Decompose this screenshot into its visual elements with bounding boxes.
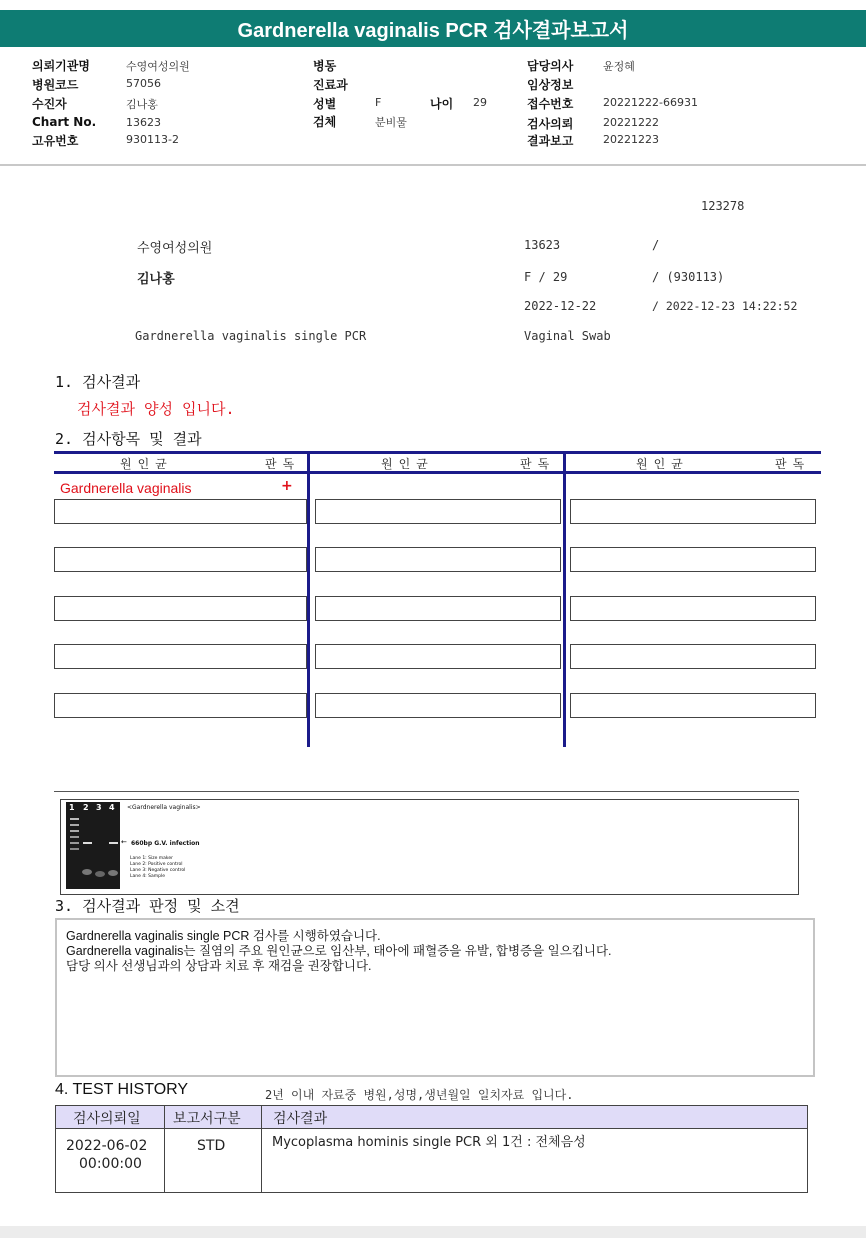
dept-label: 진료과 — [313, 78, 348, 92]
chart-value: 13623 — [126, 116, 161, 129]
gel-legend-4: Lane 4: Sample — [130, 874, 165, 879]
result-cell — [570, 644, 816, 669]
gel-legend-2: Lane 2: Positive control — [130, 862, 183, 867]
report-title: Gardnerella vaginalis PCR 검사결과보고서 — [0, 10, 866, 47]
grid-col-divider-1 — [307, 451, 310, 747]
page-footer — [0, 1226, 866, 1238]
result-cell — [54, 547, 307, 572]
summary-sex-age: F / 29 — [524, 270, 568, 284]
summary-chart: 13623 — [524, 238, 561, 252]
age-value: 29 — [473, 96, 487, 109]
result-cell — [54, 644, 307, 669]
result-cell — [570, 499, 816, 524]
section1-result: 검사결과 양성 입니다. — [77, 400, 235, 418]
summary-date1: 2022-12-22 — [524, 299, 597, 313]
gel-legend-1: Lane 1: Size maker — [130, 856, 173, 861]
section3-heading: 3. 검사결과 판정 및 소견 — [55, 897, 240, 915]
gel-lane-1: 1 — [69, 803, 75, 812]
request-label: 검사의뢰 — [527, 117, 574, 131]
gel-lane-3: 3 — [96, 803, 102, 812]
summary-hospital: 수영여성의원 — [137, 241, 213, 256]
clinical-label: 임상정보 — [527, 78, 574, 92]
result-cell — [315, 693, 561, 718]
chart-label: Chart No. — [32, 115, 97, 129]
result-cell — [315, 644, 561, 669]
col-judge-3: 판독 — [775, 457, 811, 471]
summary-test-name: Gardnerella vaginalis single PCR — [135, 329, 367, 343]
gel-band-label: 660bp G.V. infection — [131, 840, 200, 847]
remark-line: Gardnerella vaginalis는 질염의 주요 원인균으로 임산부, 태아에 패혈증을 유발, 합병증을 일으킵니다. — [66, 944, 612, 958]
remark-line: 담당 의사 선생님과의 상담과 치료 후 재검을 권장합니다. — [66, 959, 372, 973]
specimen-value: 분비물 — [375, 116, 407, 129]
gel-image — [66, 802, 120, 889]
col-judge-1: 판독 — [265, 457, 301, 471]
code-value: 57056 — [126, 77, 161, 90]
remark-line: Gardnerella vaginalis single PCR 검사를 시행하였습니다. — [66, 929, 381, 943]
result-cell — [315, 499, 561, 524]
col-pathogen-1: 원인균 — [120, 457, 173, 471]
report-header — [0, 50, 866, 165]
result-cell — [54, 596, 307, 621]
doctor-label: 담당의사 — [527, 59, 574, 73]
col-judge-2: 판독 — [520, 457, 556, 471]
gel-legend-3: Lane 3: Negative control — [130, 868, 186, 873]
patient-value: 김나홍 — [126, 98, 158, 111]
result-cell — [315, 547, 561, 572]
history-note: 2년 이내 자료중 병원,성명,생년월일 일치자료 입니다. — [265, 1088, 574, 1102]
report-number: 123278 — [701, 199, 745, 213]
result-cell — [570, 596, 816, 621]
gel-figure — [60, 799, 799, 895]
result-cell — [54, 499, 307, 524]
header-divider — [0, 164, 866, 166]
patient-label: 수진자 — [32, 97, 67, 111]
gel-lane-4: 4 — [109, 803, 115, 812]
inst-label: 의뢰기관명 — [32, 59, 90, 73]
code-label: 병원코드 — [32, 78, 79, 92]
section1-heading: 1. 검사결과 — [55, 373, 141, 391]
history-result: Mycoplasma hominis single PCR 외 1건 : 전체음성 — [272, 1135, 586, 1150]
history-header-result: 검사결과 — [273, 1111, 328, 1127]
uid-label: 고유번호 — [32, 134, 79, 148]
receipt-value: 20221222-66931 — [603, 96, 698, 109]
history-header-date: 검사의뢰일 — [73, 1111, 141, 1127]
result-cell — [570, 547, 816, 572]
gel-lane-2: 2 — [83, 803, 89, 812]
sex-value: F — [375, 96, 382, 109]
col-pathogen-2: 원인균 — [381, 457, 434, 471]
inst-value: 수영여성의원 — [126, 60, 190, 73]
gel-bands — [66, 802, 120, 889]
remarks-box — [55, 918, 815, 1077]
age-label: 나이 — [430, 97, 454, 111]
history-date: 2022-06-02 — [66, 1138, 148, 1154]
gel-arrow-icon: ← — [121, 838, 127, 846]
history-type: STD — [197, 1138, 226, 1154]
report-value: 20221223 — [603, 133, 659, 146]
history-col-divider — [164, 1106, 165, 1192]
report-label: 결과보고 — [527, 134, 574, 148]
specimen-label: 검체 — [313, 115, 337, 129]
sex-label: 성별 — [313, 97, 337, 111]
result-cell — [54, 693, 307, 718]
history-header-row — [56, 1106, 807, 1129]
summary-date2: / 2022-12-23 14:22:52 — [652, 299, 798, 313]
section2-heading: 2. 검사항목 및 결과 — [55, 430, 202, 448]
col-pathogen-3: 원인균 — [636, 457, 689, 471]
gel-title: <Gardnerella vaginalis> — [127, 804, 201, 811]
history-header-type: 보고서구분 — [173, 1111, 241, 1127]
result-judge: + — [281, 478, 293, 494]
result-pathogen: Gardnerella vaginalis — [60, 480, 192, 496]
history-table — [55, 1105, 808, 1193]
ward-label: 병동 — [313, 59, 337, 73]
result-cell — [570, 693, 816, 718]
history-time: 00:00:00 — [79, 1156, 142, 1172]
result-cell — [315, 596, 561, 621]
summary-name: 김나홍 — [137, 272, 175, 287]
receipt-label: 접수번호 — [527, 97, 574, 111]
grid-col-divider-2 — [563, 451, 566, 747]
summary-birth: / (930113) — [652, 270, 725, 284]
uid-value: 930113-2 — [126, 133, 179, 146]
summary-sep: / — [652, 238, 660, 252]
request-value: 20221222 — [603, 116, 659, 129]
gel-top-rule — [54, 791, 799, 792]
history-col-divider — [261, 1106, 262, 1192]
section4-heading: 4. TEST HISTORY — [55, 1081, 189, 1098]
summary-specimen: Vaginal Swab — [524, 329, 611, 343]
doctor-value: 윤정혜 — [603, 60, 635, 73]
grid-top-rule — [54, 451, 821, 454]
